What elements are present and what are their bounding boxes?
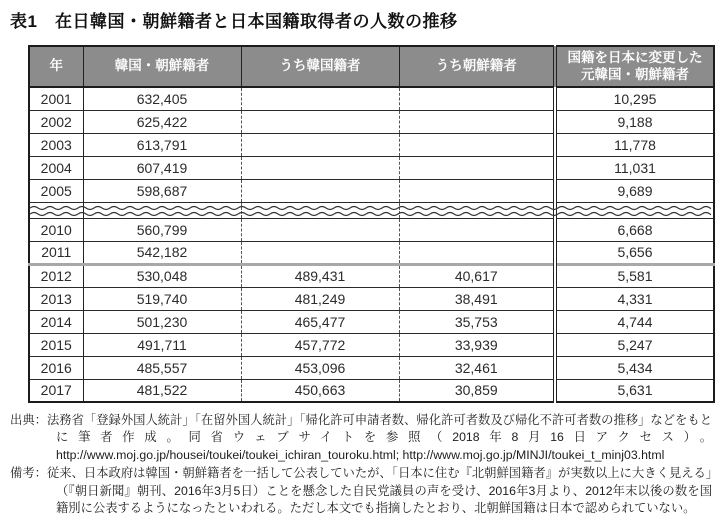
remarks-note-text: 従来、日本政府は韓国・朝鮮籍者を一括して公表していたが、「日本に住む『北朝鮮国籍者』が実数以上に大きく見える」（『朝日新聞』朝刊、2016年3月5日）ことを懸念した自民党議員の声を受け、2016年3月より、2012年末以後の数を国籍別に公表するようになったといわれる。ただし本文でも指摘したとおり、北朝鮮国籍は日本で認められていない。 (46, 466, 712, 516)
table-row (29, 179, 714, 202)
south-korean-cell (241, 156, 399, 179)
total-cell: 560,799 (83, 218, 241, 241)
column-header-south-korean: うち韓国籍者 (241, 46, 399, 87)
year-cell: 2015 (29, 333, 83, 356)
total-cell: 598,687 (83, 179, 241, 202)
omitted-years-break (29, 202, 714, 218)
naturalized-cell: 4,331 (555, 287, 714, 310)
chosen-cell (399, 156, 555, 179)
header-row (29, 46, 714, 87)
chosen-cell: 32,461 (399, 356, 555, 379)
table-row (29, 156, 714, 179)
chosen-cell: 30,859 (399, 379, 555, 402)
naturalized-cell: 9,188 (555, 110, 714, 133)
south-korean-cell: 489,431 (241, 264, 399, 287)
naturalized-cell: 4,744 (555, 310, 714, 333)
year-cell: 2011 (29, 241, 83, 264)
table-row (29, 356, 714, 379)
total-cell: 632,405 (83, 87, 241, 110)
table-row (29, 264, 714, 287)
table-row (29, 241, 714, 264)
total-cell: 485,557 (83, 356, 241, 379)
year-cell: 2013 (29, 287, 83, 310)
chosen-cell: 33,939 (399, 333, 555, 356)
naturalized-cell: 5,247 (555, 333, 714, 356)
total-cell: 519,740 (83, 287, 241, 310)
residents-naturalization-table (28, 45, 715, 403)
south-korean-cell (241, 87, 399, 110)
chosen-cell (399, 241, 555, 264)
south-korean-cell: 481,249 (241, 287, 399, 310)
table-row (29, 87, 714, 110)
naturalized-cell: 10,295 (555, 87, 714, 110)
naturalized-cell: 5,581 (555, 264, 714, 287)
year-cell: 2014 (29, 310, 83, 333)
table-row (29, 110, 714, 133)
total-cell: 501,230 (83, 310, 241, 333)
table-row (29, 333, 714, 356)
column-header-chosen: うち朝鮮籍者 (399, 46, 555, 87)
remarks-note-label: 備考： (10, 466, 47, 481)
chosen-cell (399, 133, 555, 156)
footnotes (10, 412, 712, 517)
total-cell: 491,711 (83, 333, 241, 356)
remarks-note (10, 465, 712, 517)
total-cell: 613,791 (83, 133, 241, 156)
year-cell: 2017 (29, 379, 83, 402)
south-korean-cell: 457,772 (241, 333, 399, 356)
total-cell: 542,182 (83, 241, 241, 264)
naturalized-cell: 11,778 (555, 133, 714, 156)
table-row (29, 133, 714, 156)
year-cell: 2001 (29, 87, 83, 110)
chosen-cell (399, 218, 555, 241)
south-korean-cell: 453,096 (241, 356, 399, 379)
south-korean-cell: 465,477 (241, 310, 399, 333)
total-cell: 481,522 (83, 379, 241, 402)
naturalized-cell: 6,668 (555, 218, 714, 241)
naturalized-cell: 11,031 (555, 156, 714, 179)
south-korean-cell: 450,663 (241, 379, 399, 402)
source-note (10, 412, 712, 464)
south-korean-cell (241, 110, 399, 133)
statistics-table (28, 45, 712, 403)
naturalized-cell: 5,434 (555, 356, 714, 379)
south-korean-cell (241, 179, 399, 202)
column-header-year: 年 (29, 46, 83, 87)
chosen-cell: 38,491 (399, 287, 555, 310)
column-header-naturalized: 国籍を日本に変更した元韓国・朝鮮籍者 (555, 46, 714, 87)
year-cell: 2002 (29, 110, 83, 133)
total-cell: 530,048 (83, 264, 241, 287)
source-note-label: 出典： (10, 413, 47, 427)
chosen-cell (399, 179, 555, 202)
chosen-cell: 35,753 (399, 310, 555, 333)
chosen-cell (399, 87, 555, 110)
year-cell: 2003 (29, 133, 83, 156)
total-cell: 625,422 (83, 110, 241, 133)
column-header-total: 韓国・朝鮮籍者 (83, 46, 241, 87)
chosen-cell: 40,617 (399, 264, 555, 287)
naturalized-cell: 5,656 (555, 241, 714, 264)
naturalized-cell: 9,689 (555, 179, 714, 202)
year-cell: 2012 (29, 264, 83, 287)
south-korean-cell (241, 241, 399, 264)
table-row (29, 379, 714, 402)
year-cell: 2010 (29, 218, 83, 241)
table-row (29, 287, 714, 310)
source-note-text: 法務省「登録外国人統計」「在留外国人統計」「帰化許可申請者数、帰化許可者数及び帰化不許可者数の推移」などをもとに筆者作成。同省ウェブサイトを参照（2018年8月16日アクセス）。http://www.moj.go.jp/housei/toukei/toukei_ichiran_touroku.html; http://www.moj.go.jp/MINJI/toukei_t_minj03.html (46, 413, 712, 462)
table-row (29, 310, 714, 333)
year-cell: 2016 (29, 356, 83, 379)
year-cell: 2005 (29, 179, 83, 202)
year-cell: 2004 (29, 156, 83, 179)
chosen-cell (399, 110, 555, 133)
table-row (29, 218, 714, 241)
south-korean-cell (241, 133, 399, 156)
naturalized-cell: 5,631 (555, 379, 714, 402)
total-cell: 607,419 (83, 156, 241, 179)
wavy-break-lines (29, 202, 83, 218)
south-korean-cell (241, 218, 399, 241)
table-title: 表1 在日韓国・朝鮮籍者と日本国籍取得者の人数の推移 (10, 12, 458, 31)
